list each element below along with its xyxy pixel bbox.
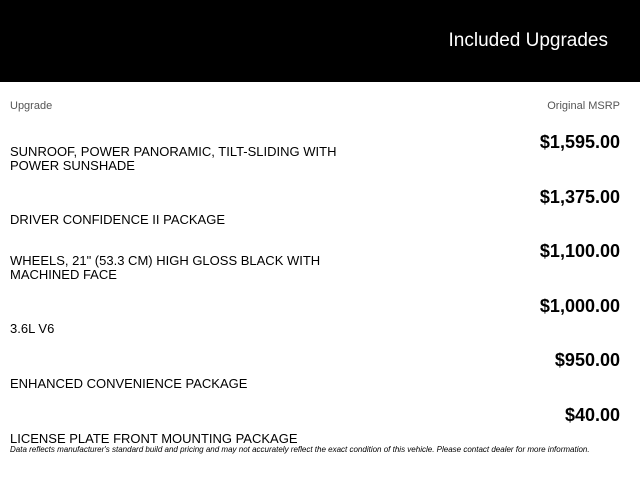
upgrade-price: $950.00 <box>554 350 620 371</box>
upgrade-name: DRIVER CONFIDENCE II PACKAGE <box>10 212 226 228</box>
upgrade-row <box>0 235 640 290</box>
upgrade-price: $1,000.00 <box>539 295 620 316</box>
upgrade-row <box>0 344 640 399</box>
upgrade-price: $1,595.00 <box>539 132 620 152</box>
upgrade-price: $40.00 <box>564 404 620 425</box>
upgrade-name: 3.6L V6 <box>10 321 55 337</box>
header-bar <box>0 0 640 82</box>
upgrades-list <box>0 126 640 454</box>
column-header-upgrade: Upgrade <box>10 100 53 112</box>
upgrade-price: $1,375.00 <box>539 186 620 207</box>
disclaimer-text: Data reflects manufacturer's standard build and pricing and may not accurately reflect the exact condition of this vehicle. Please contact dealer for more information. <box>10 445 590 454</box>
upgrade-name: LICENSE PLATE FRONT MOUNTING PACKAGE <box>10 430 298 446</box>
upgrade-row <box>0 126 640 181</box>
upgrade-name: WHEELS, 21" (53.3 CM) HIGH GLOSS BLACK WITH MACHINED FACE <box>10 252 321 282</box>
upgrade-price: $1,100.00 <box>539 241 620 262</box>
column-header-msrp: Original MSRP <box>547 100 620 112</box>
upgrade-name: ENHANCED CONVENIENCE PACKAGE <box>10 375 248 391</box>
page-title: Included Upgrades <box>448 30 608 51</box>
upgrade-name: SUNROOF, POWER PANORAMIC, TILT-SLIDING WITH POWER SUNSHADE <box>10 143 337 173</box>
upgrade-row <box>0 181 640 236</box>
upgrade-row <box>0 290 640 345</box>
